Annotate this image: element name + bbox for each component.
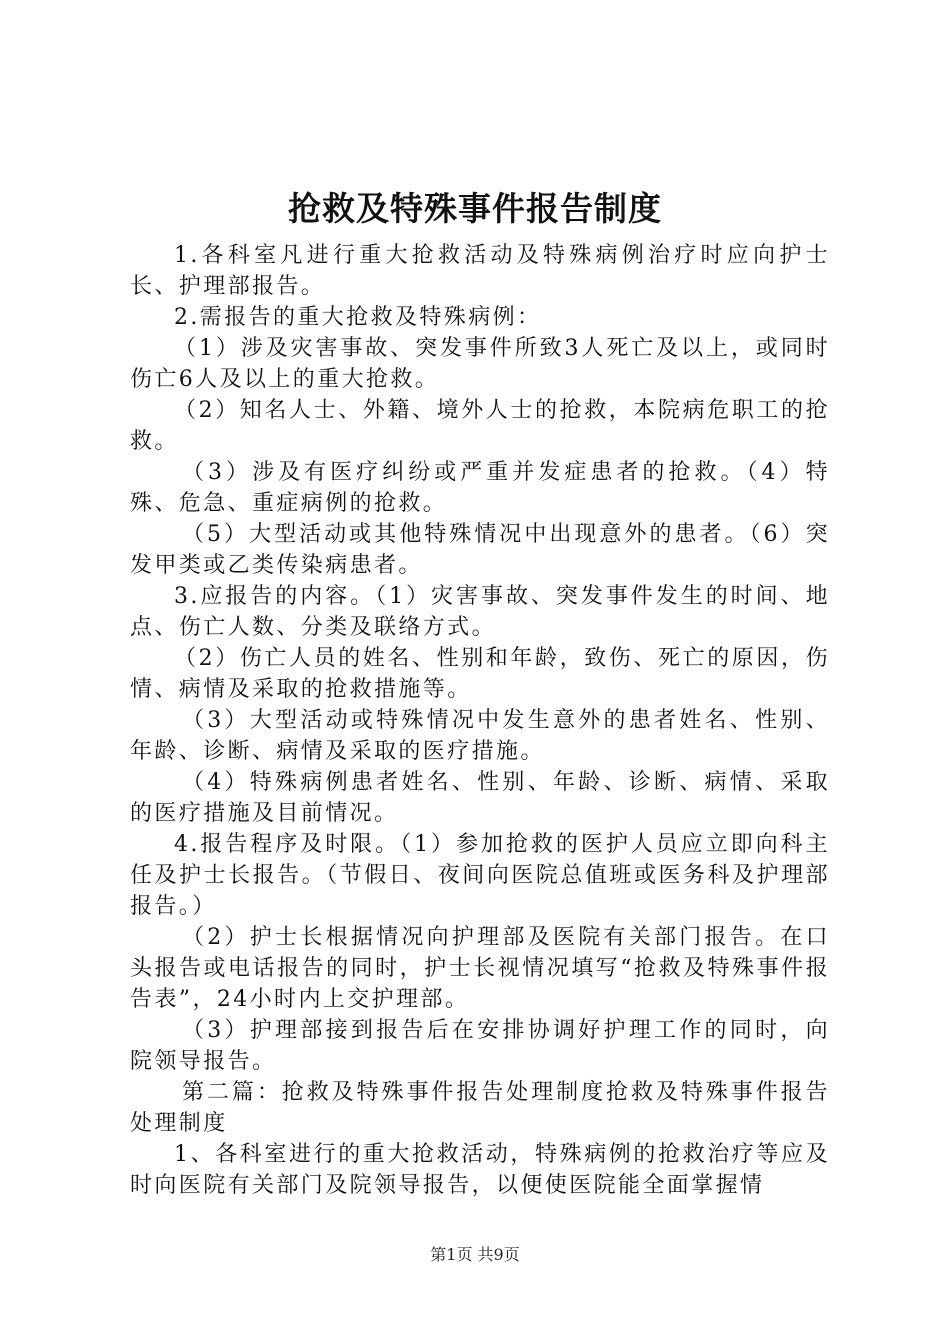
document-body xyxy=(130,240,830,1201)
paragraph-14: 第二篇：抢救及特殊事件报告处理制度抢救及特殊事件报告处理制度 xyxy=(130,1080,830,1136)
paragraph-4: （2）知名人士、外籍、境外人士的抢救，本院病危职工的抢救。 xyxy=(130,398,830,454)
paragraph-3: （1）涉及灾害事故、突发事件所致3人死亡及以上，或同时伤亡6人及以上的重大抢救。 xyxy=(130,336,830,392)
paragraph-5: （3）涉及有医疗纠纷或严重并发症患者的抢救。（4）特殊、危急、重症病例的抢救。 xyxy=(130,460,830,516)
paragraph-6: （5）大型活动或其他特殊情况中出现意外的患者。（6）突发甲类或乙类传染病患者。 xyxy=(130,522,830,578)
paragraph-13: （3）护理部接到报告后在安排协调好护理工作的同时，向院领导报告。 xyxy=(130,1018,830,1074)
paragraph-1: 1.各科室凡进行重大抢救活动及特殊病例治疗时应向护士长、护理部报告。 xyxy=(130,243,830,299)
paragraph-7: 3.应报告的内容。（1）灾害事故、突发事件发生的时间、地点、伤亡人数、分类及联络方式。 xyxy=(130,584,830,640)
document-title: 抢救及特殊事件报告制度 xyxy=(288,189,662,228)
paragraph-10: （4）特殊病例患者姓名、性别、年龄、诊断、病情、采取的医疗措施及目前情况。 xyxy=(130,770,830,826)
paragraph-8: （2）伤亡人员的姓名、性别和年龄，致伤、死亡的原因，伤情、病情及采取的抢救措施等。 xyxy=(130,646,830,702)
paragraph-15: 1、各科室进行的重大抢救活动，特殊病例的抢救治疗等应及时向医院有关部门及院领导报告，以便使医院能全面掌握情 xyxy=(130,1142,830,1198)
paragraph-12: （2）护士长根据情况向护理部及医院有关部门报告。在口头报告或电话报告的同时，护士长视情况填写“抢救及特殊事件报告表”，24小时内上交护理部。 xyxy=(130,925,830,1012)
paragraph-11: 4.报告程序及时限。（1）参加抢救的医护人员应立即向科主任及护士长报告。（节假日、夜间向医院总值班或医务科及护理部报告。） xyxy=(130,832,830,919)
paragraph-2: 2.需报告的重大抢救及特殊病例： xyxy=(174,305,542,330)
page-footer: 第1页 共9页 xyxy=(430,1245,520,1264)
paragraph-9: （3）大型活动或特殊情况中发生意外的患者姓名、性别、年龄、诊断、病情及采取的医疗措施。 xyxy=(130,708,830,764)
